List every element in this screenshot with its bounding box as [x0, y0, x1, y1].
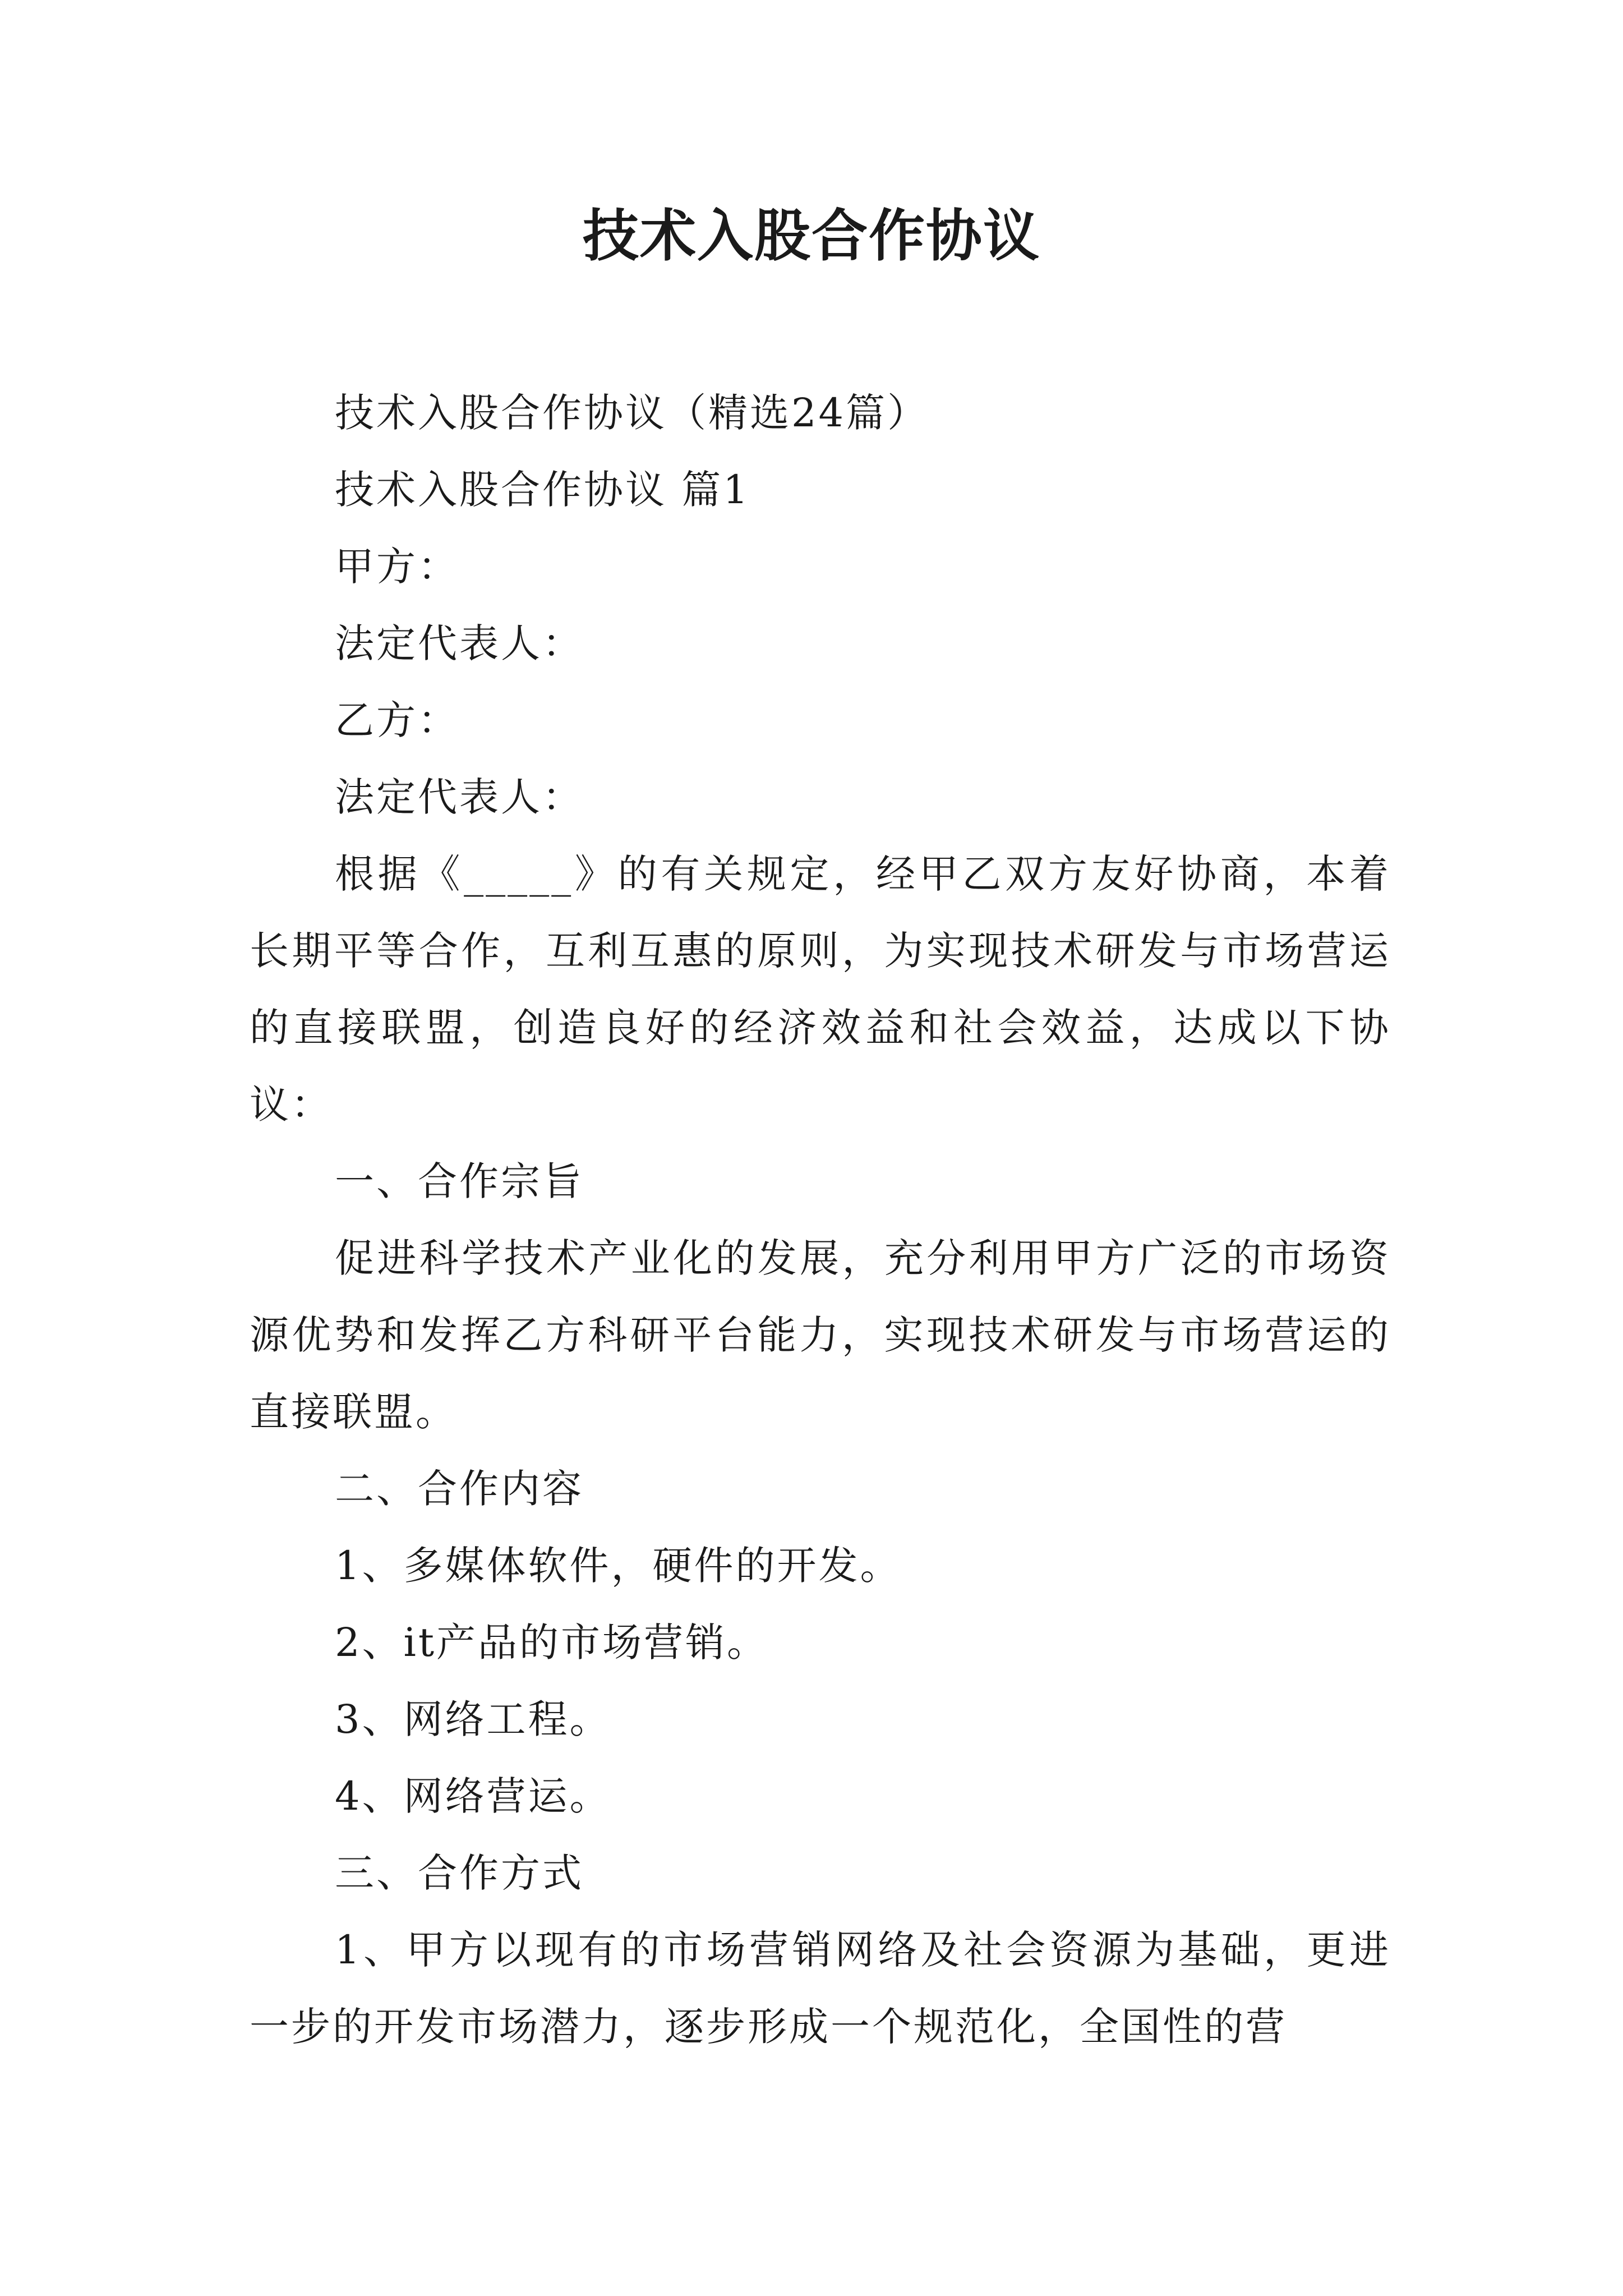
paragraph-heading-2: 二、合作内容	[335, 1466, 584, 1512]
paragraph-party-b: 乙方：	[335, 697, 459, 743]
paragraph-item-1: 1、多媒体软件，硬件的开发。	[335, 1543, 902, 1589]
paragraph-section-heading: 技术入股合作协议 篇1	[335, 467, 750, 513]
paragraph-party-b-representative: 法定代表人：	[335, 774, 584, 820]
paragraph-item-4: 4、网络营运。	[335, 1773, 611, 1819]
document-title: 技术入股合作协议	[583, 203, 1040, 269]
paragraph-subtitle: 技术入股合作协议（精选24篇）	[335, 390, 929, 436]
paragraph-method-1: 1、甲方以现有的市场营销网络及社会资源为基础，更进一步的开发市场潜力，逐步形成一个规范化，全国性的营	[250, 1927, 1391, 2050]
paragraph-item-3: 3、网络工程。	[335, 1696, 611, 1742]
paragraph-party-a-representative: 法定代表人：	[335, 620, 584, 666]
paragraph-heading-1: 一、合作宗旨	[335, 1158, 584, 1204]
paragraph-preamble: 根据《_____》的有关规定，经甲乙双方友好协商，本着长期平等合作，互利互惠的原则，为实现技术研发与市场营运的直接联盟，创造良好的经济效益和社会效益，达成以下协议：	[250, 851, 1391, 1128]
paragraph-item-2: 2、it产品的市场营销。	[335, 1619, 769, 1665]
paragraph-purpose: 促进科学技术产业化的发展，充分利用甲方广泛的市场资源优势和发挥乙方科研平台能力，实现技术研发与市场营运的直接联盟。	[250, 1235, 1391, 1435]
paragraph-party-a: 甲方：	[335, 544, 459, 590]
paragraph-heading-3: 三、合作方式	[335, 1850, 584, 1896]
document-body	[250, 375, 1391, 2065]
